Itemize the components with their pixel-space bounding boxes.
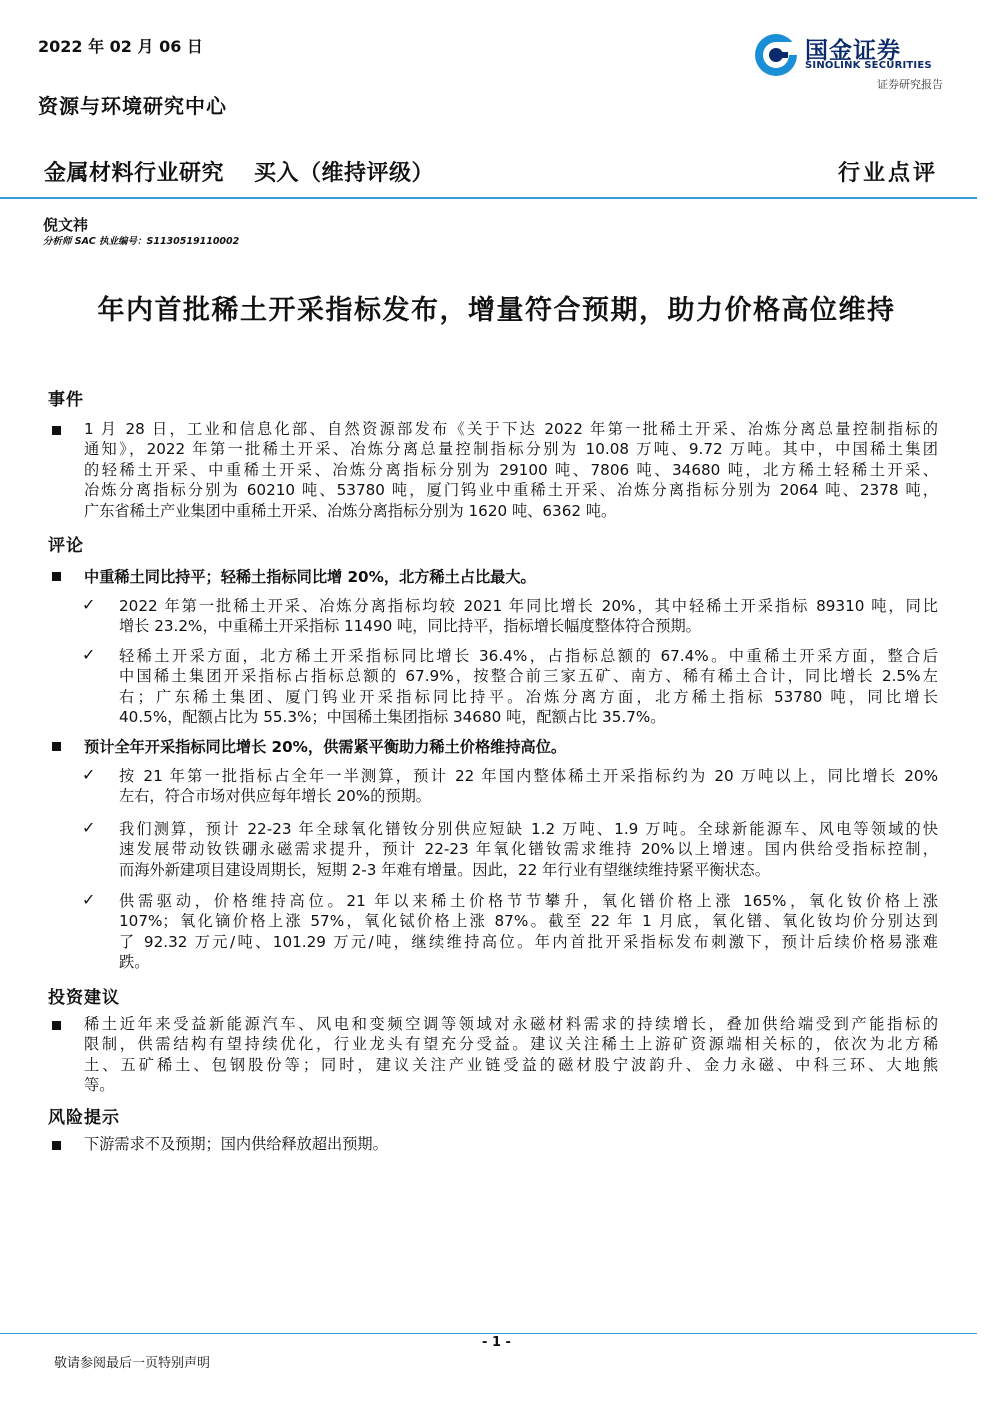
comment-point2-sub1 (119, 766, 938, 807)
text-line: 广东省稀土产业集团中重稀土开采、冶炼分离指标分别为 1620 吨、6362 吨。 (84, 501, 617, 520)
industry-rating-line (44, 156, 464, 187)
logo-subtitle: 证券研究报告 (877, 78, 943, 91)
text-line: 跌。 (119, 953, 150, 972)
text-line: 冶炼分离指标分别为 60210 吨、53780 吨，厦门钨业中重稀土开采、冶炼分离指标分别为 2064 吨、2378 吨， (84, 481, 938, 500)
text-line: 等。 (84, 1076, 115, 1095)
section-heading-comment: 评论 (48, 536, 84, 556)
event-paragraph (84, 419, 938, 521)
analyst-name: 倪文祎 (43, 216, 89, 234)
text-line: 通知》，2022 年第一批稀土开采、冶炼分离总量控制指标分别为 10.08 万吨、9.72 万吨。其中，中国稀土集团 (84, 440, 938, 459)
page-number: - 1 - (482, 1335, 511, 1350)
section-heading-advice: 投资建议 (48, 988, 120, 1008)
text-line: 土、五矿稀土、包钢股份等；同时，建议关注产业链受益的磁材股宁波韵升、金力永磁、中科三环、大地熊 (84, 1055, 938, 1074)
text-line: 速发展带动钕铁硼永磁需求提升，预计 22-23 年氧化镨钕需求维持 20%以上增速。国内供给受指标控制， (119, 840, 938, 859)
text-line: 了 92.32 万元/吨、101.29 万元/吨，继续维持高位。年内首批开采指标发布刺激下，预计后续价格易涨难 (119, 932, 938, 951)
company-logo (753, 30, 943, 92)
industry-label: 金属材料行业研究 (44, 161, 225, 186)
report-title: 年内首批稀土开采指标发布，增量符合预期，助力价格高位维持 (97, 295, 896, 326)
text-line: 增长 23.2%，中重稀土开采指标 11490 吨，同比持平，指标增长幅度整体符合预期。 (119, 617, 701, 636)
check-icon: ✓ (82, 890, 96, 909)
bullet-square-icon (52, 572, 61, 581)
comment-point2-title: 预计全年开采指标同比增长 20%，供需紧平衡助力稀土价格维持高位。 (84, 738, 567, 756)
text-line: 而海外新建项目建设周期长，短期 2-3 年难有增量。因此，22 年行业有望继续维持紧平衡状态。 (119, 860, 770, 879)
text-line: 我们测算，预计 22-23 年全球氧化镨钕分别供应短缺 1.2 万吨、1.9 万吨。全球新能源车、风电等领域的快 (119, 820, 938, 838)
text-line: 按 21 年第一批指标占全年一半测算，预计 22 年国内整体稀土开采指标约为 20 万吨以上，同比增长 20% (119, 767, 938, 785)
header-divider (0, 197, 977, 199)
comment-point1-sub2 (119, 646, 938, 728)
risk-paragraph (84, 1134, 938, 1154)
text-line: 107%；氧化镝价格上涨 57%，氧化铽价格上涨 87%。截至 22 年 1 月底，氧化镨、氧化钕均价分别达到 (119, 912, 938, 931)
comment-point2-sub3 (119, 891, 938, 973)
comment-point2-sub2 (119, 819, 938, 880)
text-line: 2022 年第一批稀土开采、冶炼分离指标均较 2021 年同比增长 20%，其中轻稀土开采指标 89310 吨，同比 (119, 597, 938, 615)
check-icon: ✓ (82, 765, 96, 784)
bullet-square-icon (52, 742, 61, 751)
text-line: 中国稀土集团开采指标占指标总额的 67.9%，按整合前三家五矿、南方、稀有稀土合计，同比增长 2.5%左 (119, 667, 938, 686)
section-heading-risk: 风险提示 (48, 1108, 120, 1128)
check-icon: ✓ (82, 818, 96, 837)
check-icon: ✓ (82, 595, 96, 614)
bullet-square-icon (52, 426, 61, 435)
report-type: 行业点评 (837, 160, 938, 186)
footer-divider (0, 1333, 977, 1334)
logo-name-cn: 国金证券 (805, 38, 901, 64)
bullet-square-icon (52, 1021, 61, 1030)
text-line: 稀土近年来受益新能源汽车、风电和变频空调等领域对永磁材料需求的持续增长，叠加供给端受到产能指标的 (84, 1015, 938, 1033)
advice-paragraph (84, 1014, 938, 1096)
text-line: 左右，符合市场对供应每年增长 20%的预期。 (119, 787, 431, 806)
text-line: 的轻稀土开采、中重稀土开采、冶炼分离指标分别为 29100 吨、7806 吨、34680 吨，北方稀土轻稀土开采、 (84, 460, 938, 479)
text-line: 供需驱动，价格维持高位。21 年以来稀土价格节节攀升，氧化镨价格上涨 165%，氧化钕价格上涨 (119, 892, 938, 910)
bullet-square-icon (52, 1141, 61, 1150)
comment-point1-sub1 (119, 596, 938, 637)
research-center: 资源与环境研究中心 (38, 94, 227, 118)
footer-disclaimer: 敬请参阅最后一页特别声明 (54, 1356, 211, 1371)
text-line: 限制，供需结构有望持续优化，行业龙头有望充分受益。建议关注稀土上游矿资源端相关标的，依次为北方稀 (84, 1035, 938, 1054)
comment-point1-title: 中重稀土同比持平；轻稀土指标同比增 20%，北方稀土占比最大。 (84, 568, 536, 586)
text-line: 右；广东稀土集团、厦门钨业开采指标同比持平。冶炼分离方面，北方稀土指标 53780 吨，同比增长 (119, 687, 938, 706)
check-icon: ✓ (82, 645, 96, 664)
analyst-sac: 分析师 SAC 执业编号：S1130519110002 (43, 236, 240, 247)
sinolink-logo-icon (753, 32, 799, 78)
rating-label: 买入（维持评级） (254, 161, 435, 186)
text-line: 1 月 28 日，工业和信息化部、自然资源部发布《关于下达 2022 年第一批稀土开采、冶炼分离总量控制指标的 (84, 420, 938, 438)
logo-name-en: SINOLINK SECURITIES (805, 60, 932, 71)
report-date: 2022 年 02 月 06 日 (38, 37, 203, 56)
text-line: 下游需求不及预期；国内供给释放超出预期。 (84, 1135, 388, 1153)
text-line: 40.5%，配额占比为 55.3%；中国稀土集团指标 34680 吨，配额占比 35.7%。 (119, 708, 666, 727)
text-line: 轻稀土开采方面，北方稀土开采指标同比增长 36.4%，占指标总额的 67.4%。中重稀土开采方面，整合后 (119, 647, 938, 665)
section-heading-event: 事件 (48, 390, 84, 410)
